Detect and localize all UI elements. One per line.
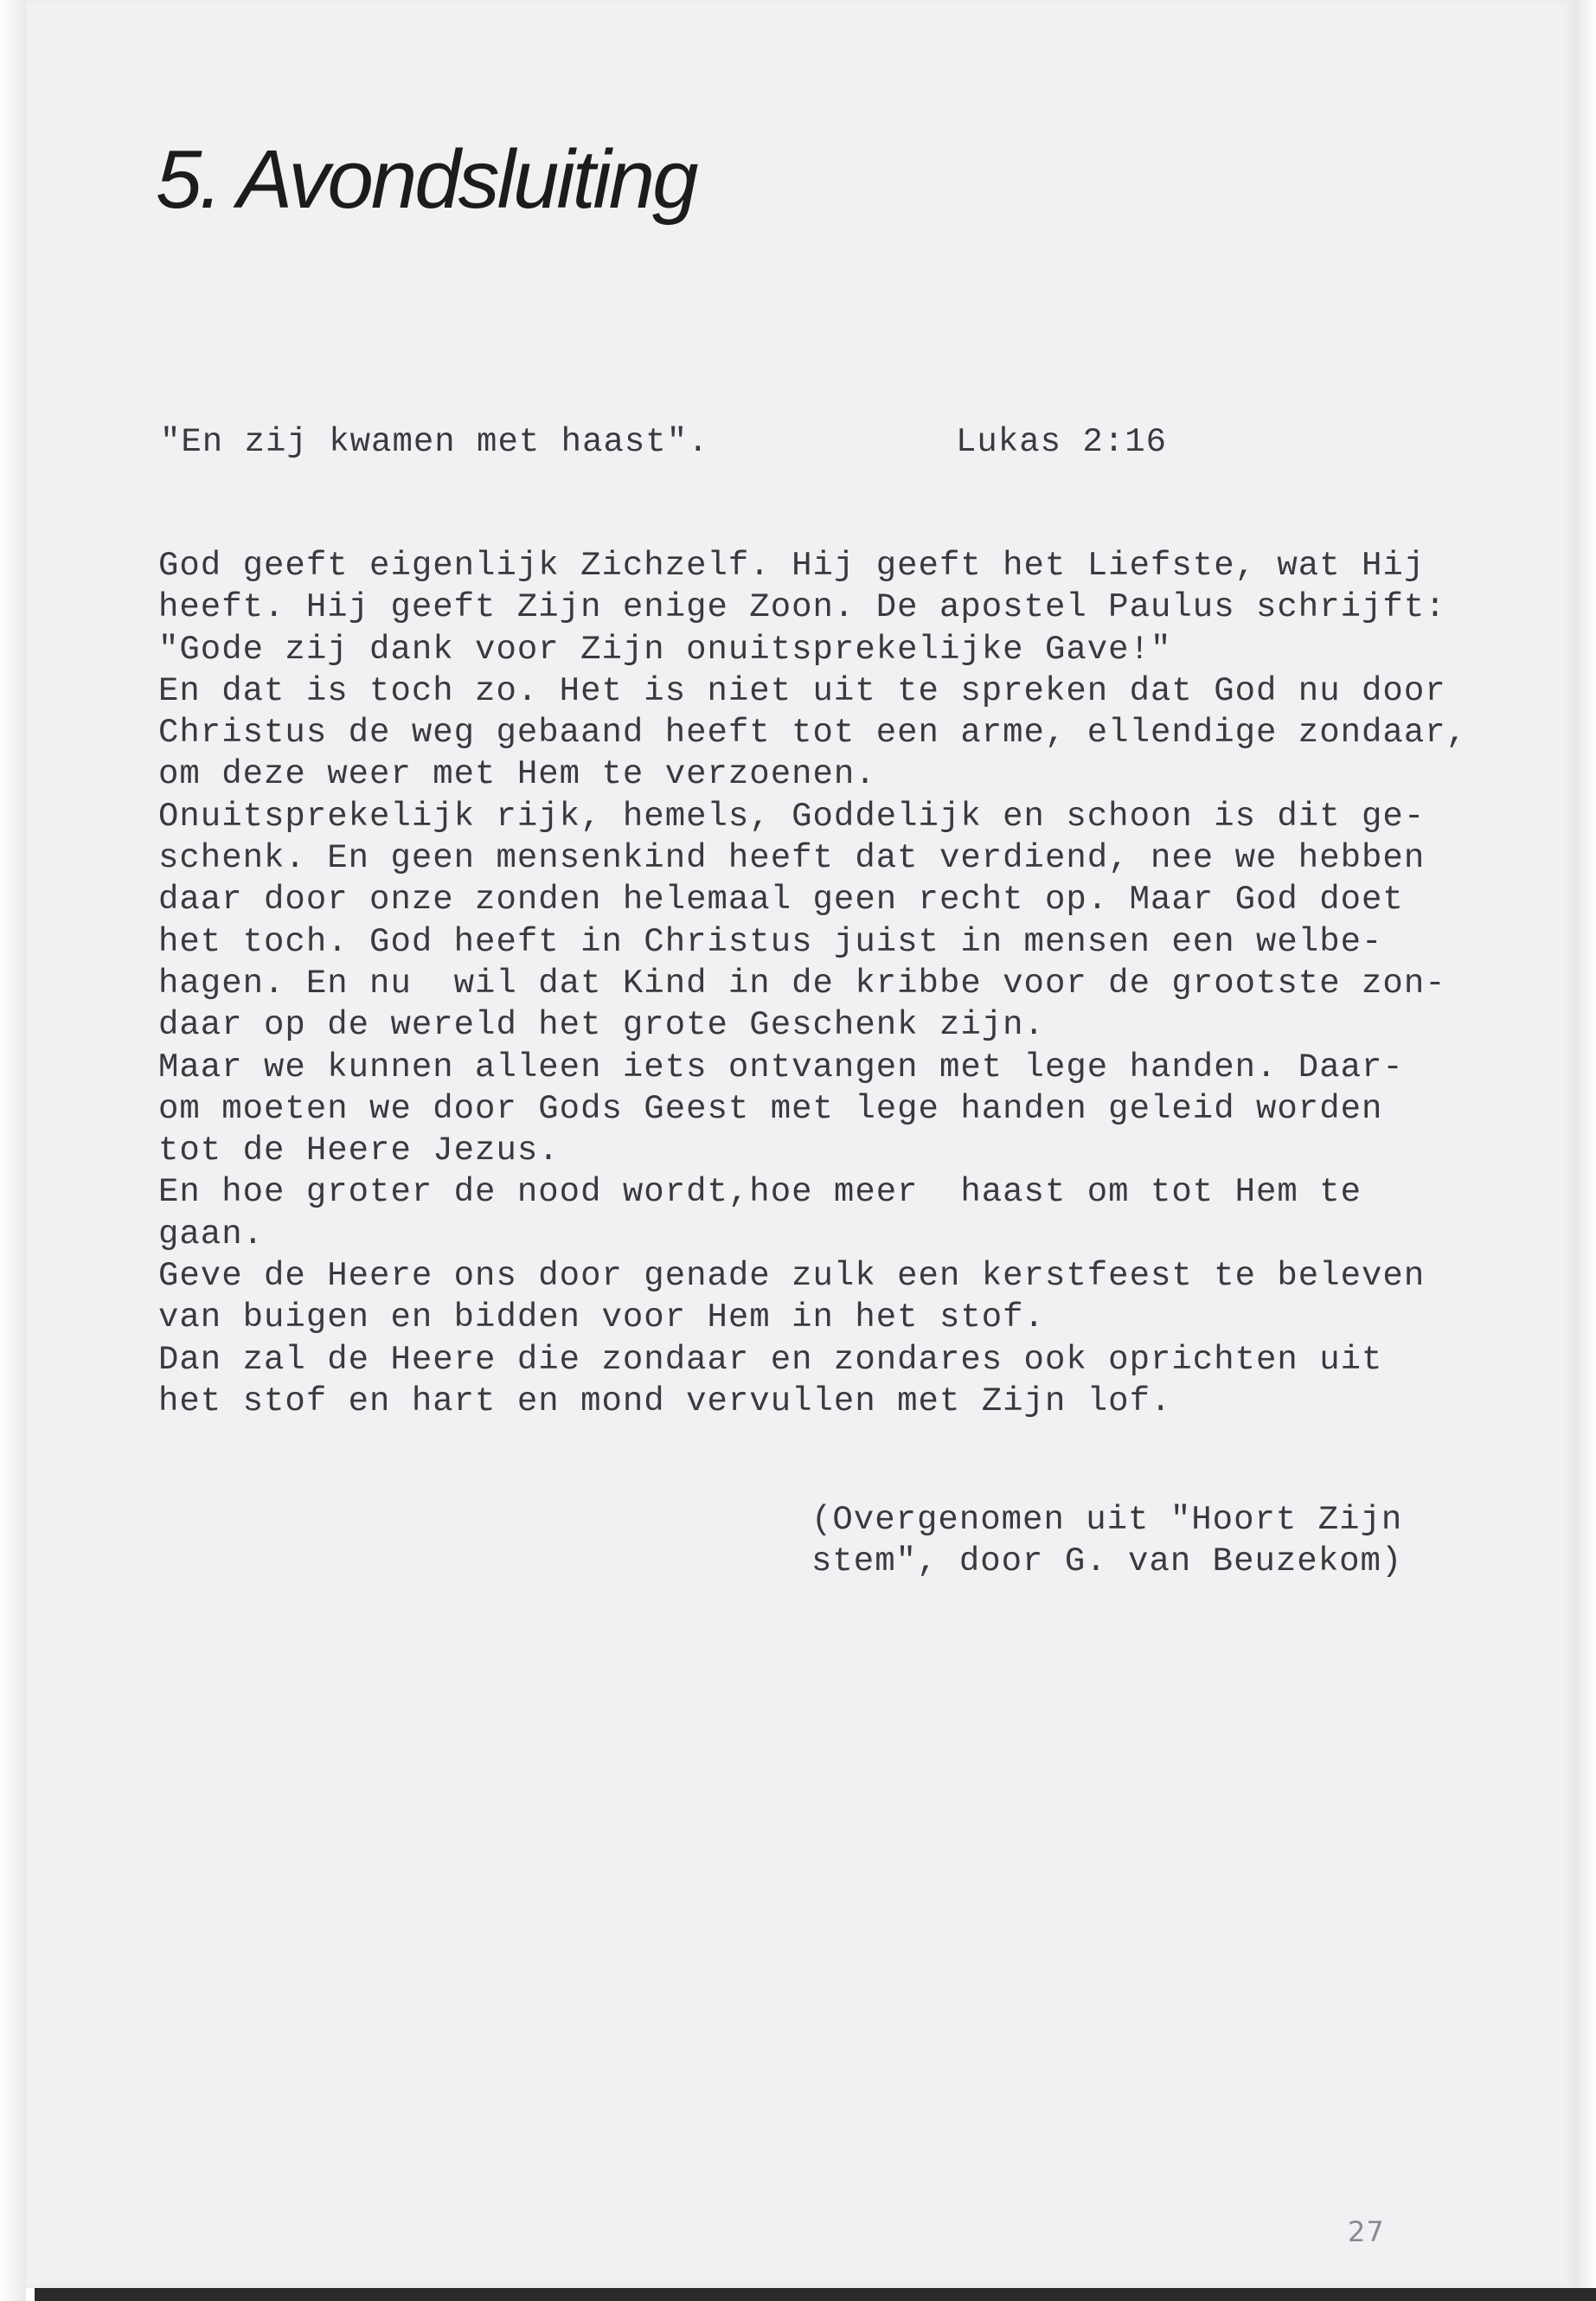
body-line: hagen. En nu wil dat Kind in de kribbe voor de grootste zon- bbox=[158, 964, 1446, 1003]
body-line: Geve de Heere ons door genade zulk een kerstfeest te beleven bbox=[158, 1257, 1426, 1296]
body-line: tot de Heere Jezus. bbox=[158, 1131, 560, 1170]
body-line: om deze weer met Hem te verzoenen. bbox=[158, 755, 876, 794]
body-line: En dat is toch zo. Het is niet uit te spreken dat God nu door bbox=[158, 671, 1446, 710]
body-line: om moeten we door Gods Geest met lege handen geleid worden bbox=[158, 1089, 1383, 1128]
body-line: schenk. En geen mensenkind heeft dat verdiend, nee we hebben bbox=[158, 839, 1426, 878]
body-line: Onuitsprekelijk rijk, hemels, Goddelijk en schoon is dit ge- bbox=[158, 797, 1426, 836]
page-number: 27 bbox=[1348, 2215, 1385, 2248]
chapter-title: 5. Avondsluiting bbox=[156, 133, 696, 226]
body-line: "Gode zij dank voor Zijn onuitsprekelijke Gave!" bbox=[158, 630, 1172, 669]
source-attribution bbox=[811, 1499, 1402, 1582]
attribution-line: (Overgenomen uit "Hoort Zijn bbox=[811, 1501, 1403, 1539]
body-line: daar door onze zonden helemaal geen recht op. Maar God doet bbox=[158, 881, 1404, 920]
body-line: het stof en hart en mond vervullen met Zijn lof. bbox=[158, 1381, 1172, 1420]
page-right-margin bbox=[1574, 0, 1596, 2301]
body-line: van buigen en bidden voor Hem in het stof. bbox=[158, 1298, 1045, 1337]
body-line: En hoe groter de nood wordt,hoe meer haast om tot Hem te bbox=[158, 1173, 1362, 1212]
page-left-margin bbox=[0, 0, 26, 2301]
body-line: Christus de weg gebaand heeft tot een arme, ellendige zondaar, bbox=[158, 714, 1468, 753]
epigraph-reference: Lukas 2:16 bbox=[956, 423, 1168, 461]
epigraph-quote: "En zij kwamen met haast". bbox=[160, 423, 709, 461]
body-line: Dan zal de Heere die zondaar en zondares ook oprichten uit bbox=[158, 1340, 1383, 1379]
attribution-line: stem", door G. van Beuzekom) bbox=[811, 1542, 1403, 1580]
scan-bottom-border bbox=[35, 2288, 1596, 2301]
body-line: het toch. God heeft in Christus juist in mensen een welbe- bbox=[158, 922, 1383, 961]
body-line: daar op de wereld het grote Geschenk zijn. bbox=[158, 1006, 1045, 1045]
body-line: gaan. bbox=[158, 1215, 265, 1253]
body-line: God geeft eigenlijk Zichzelf. Hij geeft het Liefste, wat Hij bbox=[158, 547, 1426, 585]
body-line: heeft. Hij geeft Zijn enige Zoon. De apostel Paulus schrijft: bbox=[158, 588, 1446, 627]
body-line: Maar we kunnen alleen iets ontvangen met lege handen. Daar- bbox=[158, 1048, 1404, 1086]
body-text bbox=[158, 545, 1560, 1422]
